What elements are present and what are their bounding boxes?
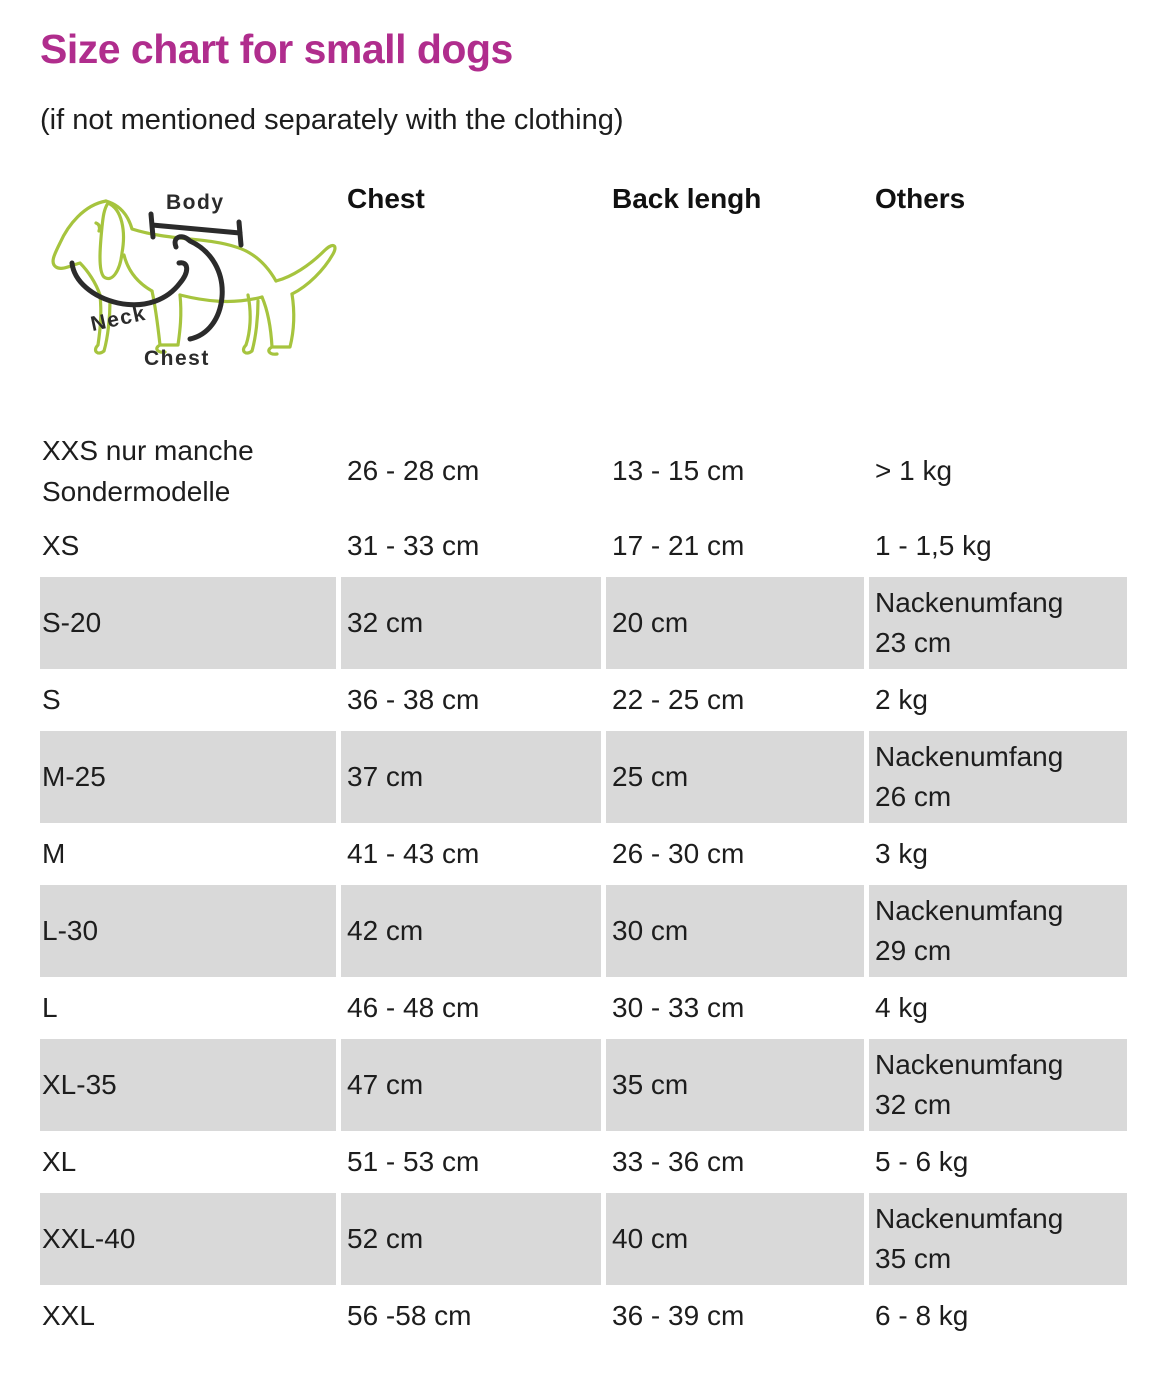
size-cell: XL-35 bbox=[40, 1039, 336, 1131]
column-header-others: Others bbox=[875, 183, 966, 214]
back-length-cell: 22 - 25 cm bbox=[612, 683, 745, 715]
back-length-cell: 25 cm bbox=[606, 731, 864, 823]
chest-cell: 31 - 33 cm bbox=[347, 529, 480, 561]
table-row bbox=[40, 731, 1130, 823]
back-length-cell: 30 cm bbox=[606, 885, 864, 977]
back-length-cell: 26 - 30 cm bbox=[612, 837, 745, 869]
chest-cell: 56 -58 cm bbox=[347, 1299, 472, 1331]
chest-cell: 32 cm bbox=[341, 577, 601, 669]
table-row bbox=[40, 980, 1130, 1036]
table-row bbox=[40, 826, 1130, 882]
back-length-cell: 20 cm bbox=[606, 577, 864, 669]
size-cell: S bbox=[42, 683, 61, 715]
size-cell: XXL-40 bbox=[40, 1193, 336, 1285]
column-header-back-length: Back lengh bbox=[612, 183, 762, 214]
others-cell: 4 kg bbox=[875, 991, 928, 1023]
size-cell: S-20 bbox=[40, 577, 336, 669]
chest-cell: 47 cm bbox=[341, 1039, 601, 1131]
table-row bbox=[40, 672, 1130, 728]
chest-cell: 36 - 38 cm bbox=[347, 683, 480, 715]
back-length-cell: 35 cm bbox=[606, 1039, 864, 1131]
table-row bbox=[40, 885, 1130, 977]
others-cell: 3 kg bbox=[875, 837, 928, 869]
others-cell: Nackenumfang 23 cm bbox=[869, 577, 1127, 669]
back-length-cell: 17 - 21 cm bbox=[612, 529, 745, 561]
table-row bbox=[40, 428, 1130, 515]
size-cell: M-25 bbox=[40, 731, 336, 823]
table-row bbox=[40, 1134, 1130, 1190]
dog-measurement-diagram bbox=[40, 169, 336, 376]
size-cell: XXL bbox=[42, 1299, 95, 1331]
dachshund-outline-icon bbox=[40, 189, 340, 371]
chest-cell: 46 - 48 cm bbox=[347, 991, 480, 1023]
back-length-cell: 13 - 15 cm bbox=[612, 455, 745, 487]
size-cell: L-30 bbox=[40, 885, 336, 977]
table-row bbox=[40, 1193, 1130, 1285]
size-cell: XS bbox=[42, 529, 80, 561]
table-row bbox=[40, 577, 1130, 669]
size-cell: M bbox=[42, 837, 66, 869]
column-header-chest: Chest bbox=[347, 183, 425, 214]
others-cell: 5 - 6 kg bbox=[875, 1145, 969, 1177]
page-title: Size chart for small dogs bbox=[40, 26, 513, 72]
others-cell: Nackenumfang 35 cm bbox=[869, 1193, 1127, 1285]
others-cell: Nackenumfang 32 cm bbox=[869, 1039, 1127, 1131]
table-row bbox=[40, 1288, 1130, 1344]
others-cell: 6 - 8 kg bbox=[875, 1299, 969, 1331]
back-length-cell: 30 - 33 cm bbox=[612, 991, 745, 1023]
chest-label: Chest bbox=[144, 347, 210, 370]
chest-cell: 52 cm bbox=[341, 1193, 601, 1285]
others-cell: Nackenumfang 29 cm bbox=[869, 885, 1127, 977]
neck-label: Neck bbox=[88, 301, 149, 336]
table-row bbox=[40, 518, 1130, 574]
body-measure-line bbox=[152, 225, 240, 233]
table-header-row bbox=[40, 169, 1130, 425]
chest-cell: 37 cm bbox=[341, 731, 601, 823]
size-cell: XL bbox=[42, 1145, 77, 1177]
others-cell: 1 - 1,5 kg bbox=[875, 529, 992, 561]
page-subtitle: (if not mentioned separately with the clothing) bbox=[40, 104, 624, 136]
chest-cell: 26 - 28 cm bbox=[347, 455, 480, 487]
size-cell: L bbox=[42, 991, 58, 1023]
others-cell: > 1 kg bbox=[875, 455, 953, 487]
chest-cell: 41 - 43 cm bbox=[347, 837, 480, 869]
others-cell: Nackenumfang 26 cm bbox=[869, 731, 1127, 823]
chest-cell: 51 - 53 cm bbox=[347, 1145, 480, 1177]
others-cell: 2 kg bbox=[875, 683, 928, 715]
table-row bbox=[40, 1039, 1130, 1131]
chest-cell: 42 cm bbox=[341, 885, 601, 977]
back-length-cell: 40 cm bbox=[606, 1193, 864, 1285]
size-cell: XXS nur manche Sondermodelle bbox=[42, 435, 254, 507]
chest-measure-arc bbox=[175, 237, 222, 339]
back-length-cell: 33 - 36 cm bbox=[612, 1145, 745, 1177]
back-length-cell: 36 - 39 cm bbox=[612, 1299, 745, 1331]
body-label: Body bbox=[166, 191, 225, 214]
